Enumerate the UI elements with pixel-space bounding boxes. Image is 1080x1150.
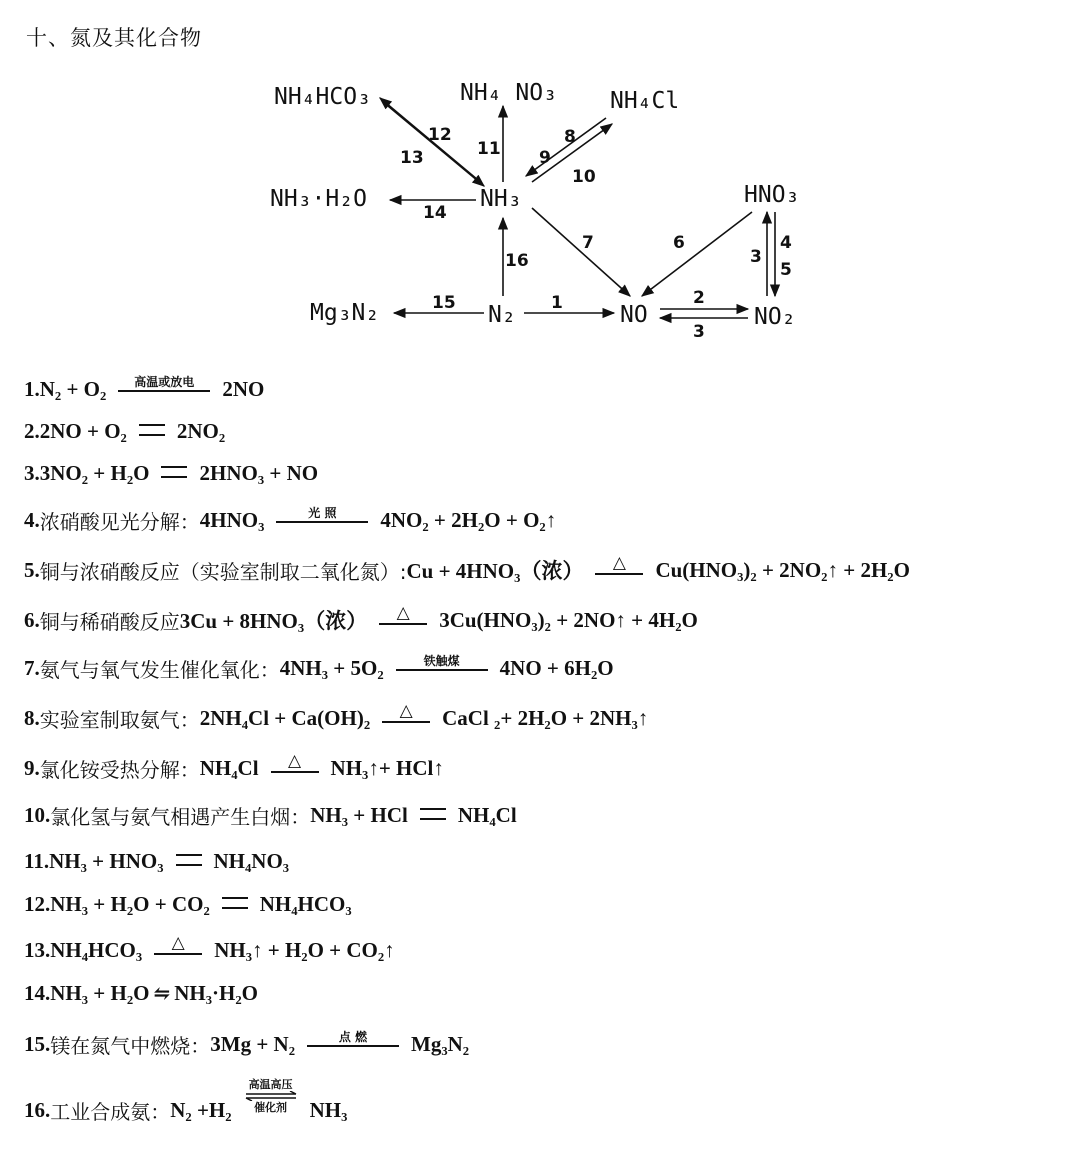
equals-sign	[420, 808, 446, 820]
reactants: 2NH₄Cl + Ca(OH)₂	[199, 705, 371, 730]
condition-bar	[396, 669, 488, 671]
arrow-7	[532, 208, 630, 296]
edge-label: 15	[432, 293, 456, 313]
equals-sign	[161, 466, 187, 478]
condition-label: △	[612, 552, 626, 573]
reversible-condition	[244, 1078, 298, 1114]
condition-bar	[276, 521, 368, 523]
edge-label: 7	[582, 233, 594, 253]
equation-description: 氯化氢与氨气相遇产生白烟：	[50, 804, 311, 829]
equation-number: 2.	[24, 418, 40, 443]
condition-bar	[307, 1045, 399, 1047]
reactants: 3NO₂ + H₂O	[39, 460, 150, 485]
equation-description: 铜与浓硝酸反应（实验室制取二氧化氮）:	[39, 559, 407, 584]
edge-label: 9	[539, 148, 551, 168]
equation-number: 15.	[24, 1031, 51, 1056]
heating-condition	[379, 604, 427, 625]
equation-number: 7.	[24, 655, 40, 680]
heating-condition	[382, 702, 430, 723]
equals-sign	[176, 854, 202, 866]
equation-description: 镁在氮气中燃烧：	[50, 1033, 211, 1058]
reaction-condition	[118, 375, 210, 392]
edge-label: 2	[693, 288, 705, 308]
condition-label: 高温或放电	[134, 374, 195, 389]
products: NH₃·H₂O	[174, 980, 259, 1005]
edge-label: 3	[750, 247, 762, 267]
products: NH₄NO₃	[213, 848, 290, 873]
equation-row	[24, 751, 444, 785]
equation-row	[24, 553, 910, 587]
edge-label: 13	[400, 148, 424, 168]
condition-bar	[118, 390, 210, 392]
equation-number: 4.	[24, 507, 40, 532]
equation-row	[24, 456, 318, 490]
reactants: NH₃ + HNO₃	[49, 848, 164, 873]
reactants: N₂ +H₂	[170, 1097, 232, 1122]
node-nh4no3: NH₄ NO₃	[460, 80, 557, 106]
equation-description: 浓硝酸见光分解：	[39, 509, 200, 534]
condition-label: 点 燃	[338, 1029, 368, 1044]
equation-number: 14.	[24, 980, 51, 1005]
equation-description: 氨气与氧气发生催化氧化：	[39, 657, 280, 682]
products: 3Cu(HNO₃)₂ + 2NO↑ + 4H₂O	[439, 607, 698, 632]
condition-label: 铁触煤	[423, 653, 460, 668]
reactants: NH₃ + H₂O + CO₂	[50, 891, 210, 916]
edge-label: 1	[551, 293, 563, 313]
equation-row	[24, 798, 517, 832]
node-nh4hco3: NH₄HCO₃	[274, 84, 371, 110]
edge-label: 16	[505, 251, 529, 271]
reactants: 2NO + O₂	[39, 418, 127, 443]
reaction-condition	[276, 506, 368, 523]
node-no2: NO₂	[754, 304, 796, 330]
reactants: NH₃ + H₂O	[50, 980, 150, 1005]
products: 4NO + 6H₂O	[499, 655, 614, 680]
products: 4NO₂ + 2H₂O + O₂↑	[380, 507, 557, 532]
section-title: 十、氮及其化合物	[26, 26, 202, 50]
equation-description: 铜与稀硝酸反应	[39, 609, 180, 634]
reversible-arrows	[244, 1091, 298, 1101]
equation-row	[24, 503, 556, 537]
reaction-condition	[396, 654, 488, 671]
edge-label: 4	[780, 233, 792, 253]
arrow-6	[642, 212, 752, 296]
node-nh4cl: NH₄Cl	[610, 88, 680, 114]
equation-number: 3.	[24, 460, 40, 485]
equation-description: 实验室制取氨气：	[39, 707, 200, 732]
equation-row	[24, 887, 352, 921]
products: NH₄Cl	[457, 802, 517, 827]
reactants: 4HNO₃	[199, 507, 265, 532]
condition-top-label: 高温高压	[248, 1078, 293, 1091]
condition-bar	[595, 573, 643, 575]
edge-label: 3	[693, 322, 705, 342]
equation-row	[24, 1078, 348, 1127]
equation-number: 10.	[24, 802, 51, 827]
edge-label: 11	[477, 139, 501, 159]
equation-number: 11.	[24, 848, 50, 873]
edge-label: 8	[564, 127, 576, 147]
products: Cu(HNO₃)₂ + 2NO₂↑ + 2H₂O	[655, 557, 910, 582]
condition-label: △	[396, 602, 410, 623]
equation-row	[24, 701, 648, 735]
edge-label: 6	[673, 233, 685, 253]
equation-number: 5.	[24, 557, 40, 582]
edge-label: 14	[423, 203, 447, 223]
equation-row	[24, 603, 698, 637]
heating-condition	[595, 554, 643, 575]
equation-number: 8.	[24, 705, 40, 730]
node-nh3: NH₃	[480, 186, 522, 212]
condition-bar	[271, 771, 319, 773]
node-no: NO	[620, 302, 648, 328]
arrow-13	[388, 106, 484, 186]
equals-sign	[222, 897, 248, 909]
reactants: NH₃ + HCl	[310, 802, 408, 827]
reactants: 4NH₃ + 5O₂	[279, 655, 384, 680]
products: NH₃	[309, 1097, 348, 1122]
equation-number: 12.	[24, 891, 51, 916]
equation-row	[24, 414, 225, 448]
condition-label: △	[288, 750, 302, 771]
reactants: 3Mg + N₂	[210, 1031, 295, 1056]
reaction-condition	[307, 1030, 399, 1047]
heating-condition	[154, 934, 202, 955]
equation-row	[24, 1027, 469, 1061]
equals-sign	[139, 424, 165, 436]
equation-number: 1.	[24, 376, 40, 401]
equation-row	[24, 976, 258, 1010]
node-n2: N₂	[488, 302, 516, 328]
reactants: 3Cu + 8HNO₃（浓）	[179, 609, 368, 633]
condition-bar	[379, 623, 427, 625]
equation-row	[24, 844, 289, 878]
products: NH₄HCO₃	[259, 891, 352, 916]
reactants: Cu + 4HNO₃（浓）	[406, 559, 584, 583]
equation-row	[24, 651, 614, 685]
condition-label: △	[399, 700, 413, 721]
equation-number: 9.	[24, 755, 40, 780]
equation-number: 16.	[24, 1097, 51, 1122]
node-mg3n2: Mg₃N₂	[310, 300, 380, 326]
reactants: N₂ + O₂	[39, 376, 107, 401]
equation-row	[24, 933, 395, 967]
products: CaCl ₂+ 2H₂O + 2NH₃↑	[442, 705, 649, 730]
node-nh3h2o: NH₃·H₂O	[270, 186, 367, 212]
heating-condition	[271, 752, 319, 773]
condition-label: △	[171, 932, 185, 953]
products: Mg₃N₂	[411, 1031, 470, 1056]
equation-description: 氯化铵受热分解：	[39, 757, 200, 782]
condition-label: 光 照	[308, 505, 337, 520]
node-hno3: HNO₃	[744, 182, 800, 208]
condition-bar	[154, 953, 202, 955]
nitrogen-reaction-diagram	[0, 0, 1080, 350]
reactants: NH₄Cl	[199, 755, 259, 780]
equation-description: 工业合成氨：	[50, 1099, 171, 1124]
reactants: NH₄HCO₃	[50, 937, 143, 962]
products: NH₃↑+ HCl↑	[330, 755, 444, 780]
condition-bottom-label: 催化剂	[254, 1101, 288, 1114]
edge-label: 10	[572, 167, 596, 187]
products: NH₃↑ + H₂O + CO₂↑	[214, 937, 395, 962]
products: 2NO₂	[176, 418, 226, 443]
edge-label: 12	[428, 125, 452, 145]
products: 2HNO₃ + NO	[199, 460, 319, 485]
equation-row	[24, 372, 264, 406]
reversible-arrow: ⇋	[153, 982, 171, 1005]
products: 2NO	[222, 376, 265, 401]
condition-bar	[382, 721, 430, 723]
equation-number: 6.	[24, 607, 40, 632]
edge-label: 5	[780, 260, 792, 280]
equation-number: 13.	[24, 937, 51, 962]
